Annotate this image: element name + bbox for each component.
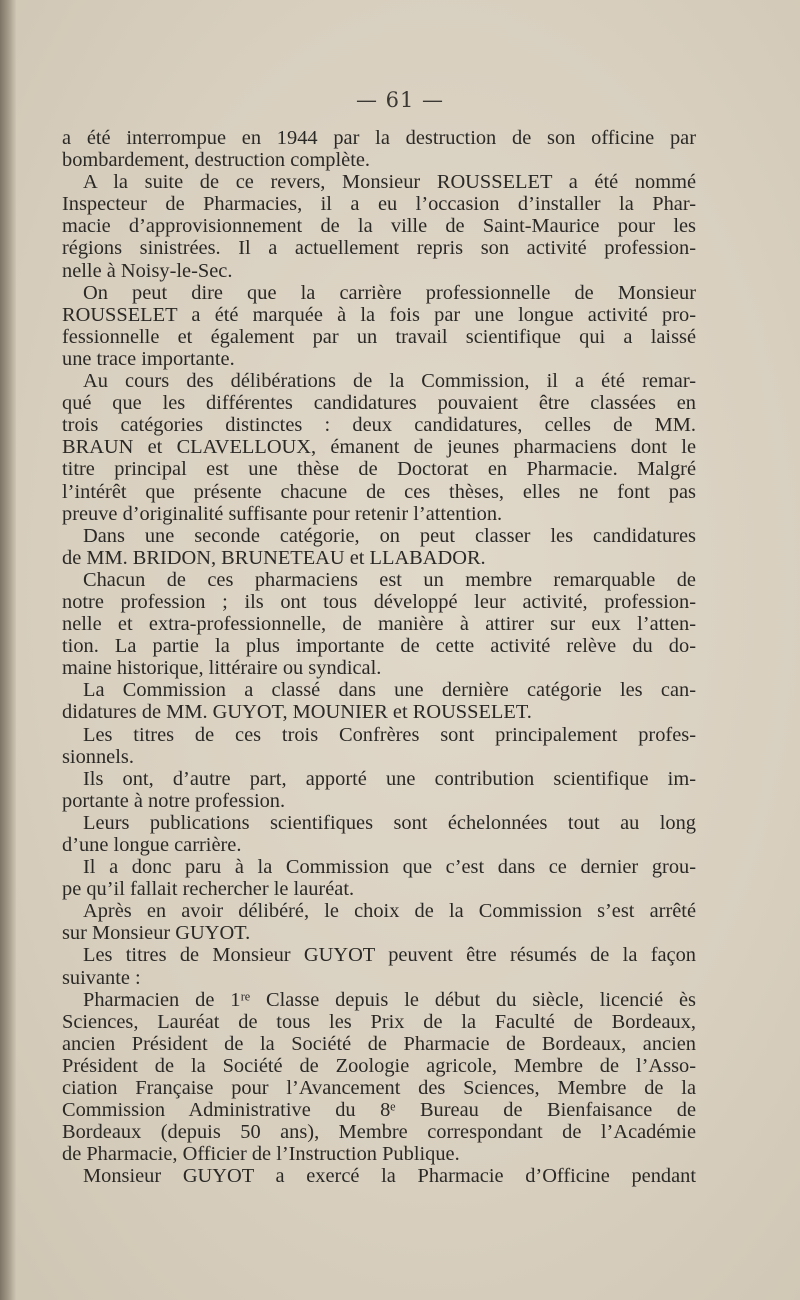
text-line: nelle et extra-professionnelle, de manière à attirer sur eux l’atten-: [62, 613, 696, 636]
text-line: de MM. BRIDON, BRUNETEAU et LLABADOR.: [62, 546, 486, 569]
text-line: Après en avoir délibéré, le choix de la Commission s’est arrêté: [83, 900, 696, 923]
text-line: Leurs publications scientifiques sont échelonnées tout au long: [83, 811, 696, 834]
text-line: d’une longue carrière.: [62, 834, 242, 856]
text-line: sionnels.: [62, 745, 134, 768]
text-line: didatures de MM. GUYOT, MOUNIER et ROUSSELET.: [62, 701, 532, 724]
text-line: nelle à Noisy-le-Sec.: [62, 259, 233, 282]
text-line: pe qu’il fallait rechercher le lauréat.: [62, 878, 355, 901]
text-line: une trace importante.: [62, 347, 235, 370]
text-line: a été interrompue en 1944 par la destruction de son officine par: [62, 127, 696, 149]
text-line: régions sinistrées. Il a actuellement repris son activité profession-: [62, 237, 696, 260]
text-line: Sciences, Lauréat de tous les Prix de la Faculté de Bordeaux,: [62, 1010, 696, 1033]
text-line: Bordeaux (depuis 50 ans), Membre correspondant de l’Académie: [62, 1121, 696, 1144]
text-line: bombardement, destruction complète.: [62, 149, 371, 172]
text-line: Les titres de Monsieur GUYOT peuvent être résumés de la façon: [83, 944, 696, 967]
text-line: titre principal est une thèse de Doctorat en Pharmacie. Malgré: [62, 458, 696, 481]
text-line: Il a donc paru à la Commission que c’est dans ce dernier grou-: [83, 856, 696, 879]
book-spine-shadow: [0, 0, 16, 1300]
text-line: preuve d’originalité suffisante pour retenir l’attention.: [62, 502, 503, 525]
text-line: sur Monsieur GUYOT.: [62, 922, 251, 945]
text-line: Commission Administrative du 8ᵉ Bureau de Bienfaisance de: [62, 1099, 696, 1122]
text-line: On peut dire que la carrière professionnelle de Monsieur: [83, 281, 696, 304]
text-line: tion. La partie la plus importante de cette activité relève du do-: [62, 635, 696, 658]
text-line: ancien Président de la Société de Pharmacie de Bordeaux, ancien: [62, 1032, 696, 1055]
text-line: trois catégories distinctes : deux candidatures, celles de MM.: [62, 414, 696, 437]
text-line: Monsieur GUYOT a exercé la Pharmacie d’Officine pendant: [83, 1165, 696, 1188]
text-line: de Pharmacie, Officier de l’Instruction Publique.: [62, 1143, 460, 1166]
text-line: Ils ont, d’autre part, apporté une contribution scientifique im-: [83, 767, 696, 790]
text-line: ROUSSELET a été marquée à la fois par une longue activité pro-: [62, 303, 696, 326]
text-line: l’intérêt que présente chacune de ces thèses, elles ne font pas: [62, 480, 696, 503]
text-line: fessionnelle et également par un travail scientifique qui a laissé: [62, 325, 696, 348]
text-line: Dans une seconde catégorie, on peut classer les candidatures: [83, 524, 696, 547]
text-line: qué que les différentes candidatures pouvaient être classées en: [62, 392, 696, 415]
text-line: Les titres de ces trois Confrères sont principalement profes-: [83, 723, 696, 746]
body-text: [62, 127, 696, 1188]
text-line: Pharmacien de 1ʳᵉ Classe depuis le début du siècle, licencié ès: [83, 988, 696, 1011]
text-line: portante à notre profession.: [62, 789, 286, 812]
text-line: Au cours des délibérations de la Commission, il a été remar-: [83, 370, 696, 393]
text-line: Inspecteur de Pharmacies, il a eu l’occasion d’installer la Phar-: [62, 193, 696, 216]
text-line: Président de la Société de Zoologie agricole, Membre de l’Asso-: [62, 1054, 696, 1077]
page-number: — 61 —: [355, 88, 445, 112]
text-line: macie d’approvisionnement de la ville de Saint-Maurice pour les: [62, 215, 696, 238]
text-line: La Commission a classé dans une dernière catégorie les can-: [83, 679, 696, 702]
text-line: A la suite de ce revers, Monsieur ROUSSELET a été nommé: [83, 171, 696, 194]
text-line: notre profession ; ils ont tous développé leur activité, profession-: [62, 590, 696, 613]
text-line: maine historique, littéraire ou syndical.: [62, 657, 382, 680]
text-line: ciation Française pour l’Avancement des Sciences, Membre de la: [62, 1077, 696, 1100]
text-line: Chacun de ces pharmaciens est un membre remarquable de: [83, 568, 696, 591]
text-line: BRAUN et CLAVELLOUX, émanent de jeunes pharmaciens dont le: [62, 436, 696, 459]
text-line: suivante :: [62, 966, 141, 989]
